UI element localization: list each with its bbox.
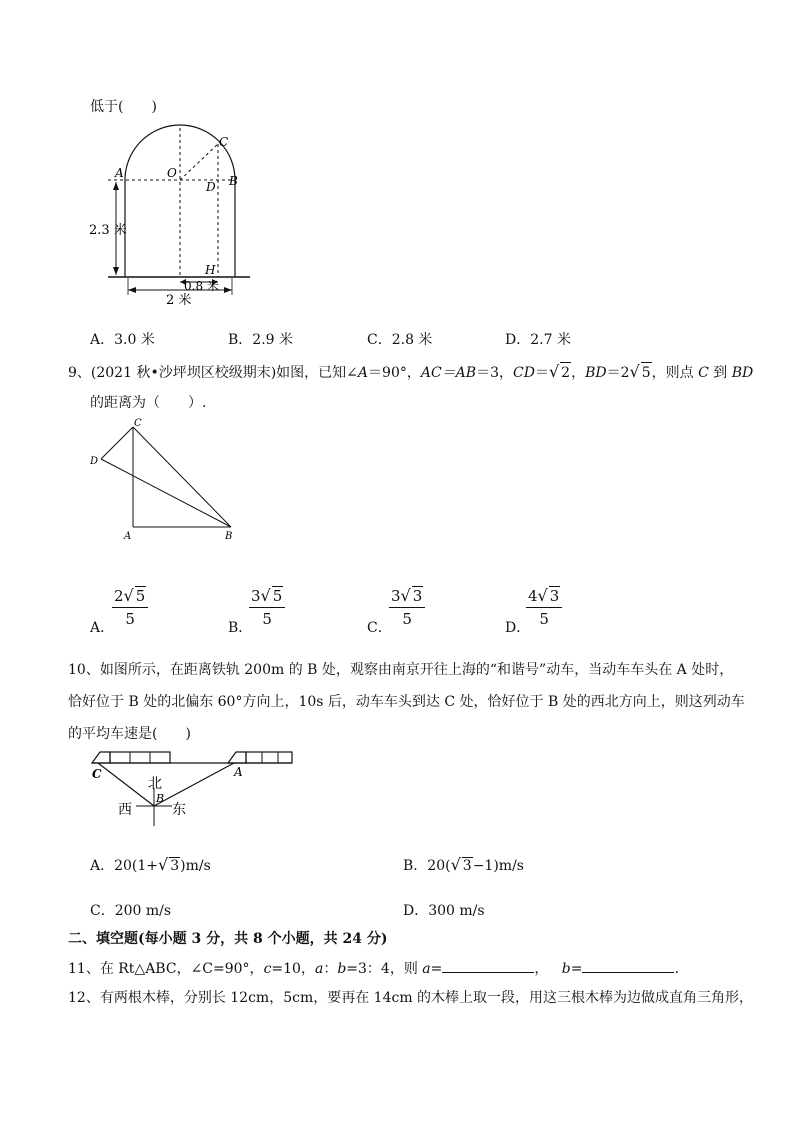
q9-figure-triangle	[85, 415, 245, 545]
label-c: C	[92, 767, 102, 781]
label-a: A	[234, 765, 243, 779]
label-d: D	[90, 456, 99, 467]
q10-option-c[interactable]: C．200 m/s	[90, 903, 172, 919]
segment-cb	[133, 427, 231, 527]
label-north: 北	[148, 776, 162, 792]
q9-option-d-fraction[interactable]: 4√ 3 5	[526, 586, 562, 628]
segment-dc	[101, 427, 133, 459]
line-ba	[154, 763, 234, 806]
label-b: B	[225, 531, 233, 542]
label-o: O	[167, 166, 177, 180]
train-a-body	[246, 752, 292, 763]
q10-stem-line3: 的平均车速是( )	[68, 726, 191, 742]
q10-stem-line1: 10、如图所示，在距离铁轨 200m 的 B 处，观察由南京开往上海的“和谐号”动车，当动车车头在 A 处时，	[68, 662, 734, 678]
q10-option-d[interactable]: D．300 m/s	[403, 903, 485, 919]
label-west: 西	[118, 802, 132, 818]
q9-option-c-fraction[interactable]: 3√ 3 5	[389, 586, 425, 628]
q10-option-b[interactable]: B．20(√ 3−1)m/s	[403, 855, 524, 874]
q10-figure-railway	[88, 748, 298, 830]
label-d: D	[206, 180, 216, 194]
q8-option-a[interactable]: A．3.0 米	[90, 332, 155, 348]
radius-oc-dashed	[180, 142, 220, 180]
label-b: B	[156, 792, 165, 805]
q8-option-c[interactable]: C．2.8 米	[367, 332, 433, 348]
q8-option-b[interactable]: B．2.9 米	[228, 332, 294, 348]
label-c: C	[134, 418, 142, 429]
line-bc	[98, 763, 154, 806]
q9-option-b-fraction[interactable]: 3√ 5 5	[249, 586, 285, 628]
q12-stem-line1: 12、有两根木棒，分别长 12cm，5cm，要再在 14cm 的木棒上取一段，用这三根木棒为边做成直角三角形，	[68, 990, 754, 1006]
label-a: A	[124, 531, 132, 542]
q10-option-a[interactable]: A．20(1+√ 3)m/s	[90, 855, 211, 874]
q9-option-b-letter[interactable]: B．	[228, 620, 253, 636]
q8-figure-tunnel	[89, 120, 250, 315]
label-a: A	[115, 166, 124, 180]
q9-option-c-letter[interactable]: C．	[367, 620, 392, 636]
label-h: H	[205, 263, 216, 277]
label-c: C	[219, 135, 229, 149]
q11-blank-a[interactable]	[442, 958, 534, 973]
q9-option-a-letter[interactable]: A．	[90, 620, 115, 636]
train-c-head	[92, 752, 110, 763]
q11-blank-b[interactable]	[582, 958, 674, 973]
q9-option-d-letter[interactable]: D．	[505, 620, 531, 636]
label-width: 2 米	[166, 293, 192, 308]
label-small-width: 0.8 米	[184, 279, 219, 293]
train-c-body	[110, 752, 170, 763]
q9-stem-line1: 9、(2021 秋•沙坪坝区校级期末)如图，已知∠A＝90°，AC＝AB＝3，CD＝√ 2，BD＝2√ 5，则点 C 到 BD	[68, 362, 754, 381]
q8-stem-tail: 低于( )	[90, 99, 157, 115]
q9-option-a-fraction[interactable]: 2√ 5 5	[112, 586, 148, 628]
q10-stem-line2: 恰好位于 B 处的北偏东 60°方向上，10s 后，动车车头到达 C 处，恰好位于 B 处的西北方向上，则这列动车	[68, 694, 745, 710]
label-height: 2.3 米	[89, 223, 127, 238]
q11-stem: 11、在 Rt△ABC，∠C=90°，c=10，a：b=3：4，则 a= ， b= .	[68, 958, 679, 979]
q8-option-d[interactable]: D．2.7 米	[505, 332, 571, 348]
label-east: 东	[172, 802, 186, 818]
label-b: B	[229, 174, 238, 188]
train-a-head	[228, 752, 246, 763]
segment-db	[101, 459, 231, 527]
q9-stem-line2: 的距离为（ ）.	[90, 395, 207, 411]
section-fill-blank-header: 二、填空题(每小题 3 分，共 8 个小题，共 24 分)	[68, 931, 388, 947]
